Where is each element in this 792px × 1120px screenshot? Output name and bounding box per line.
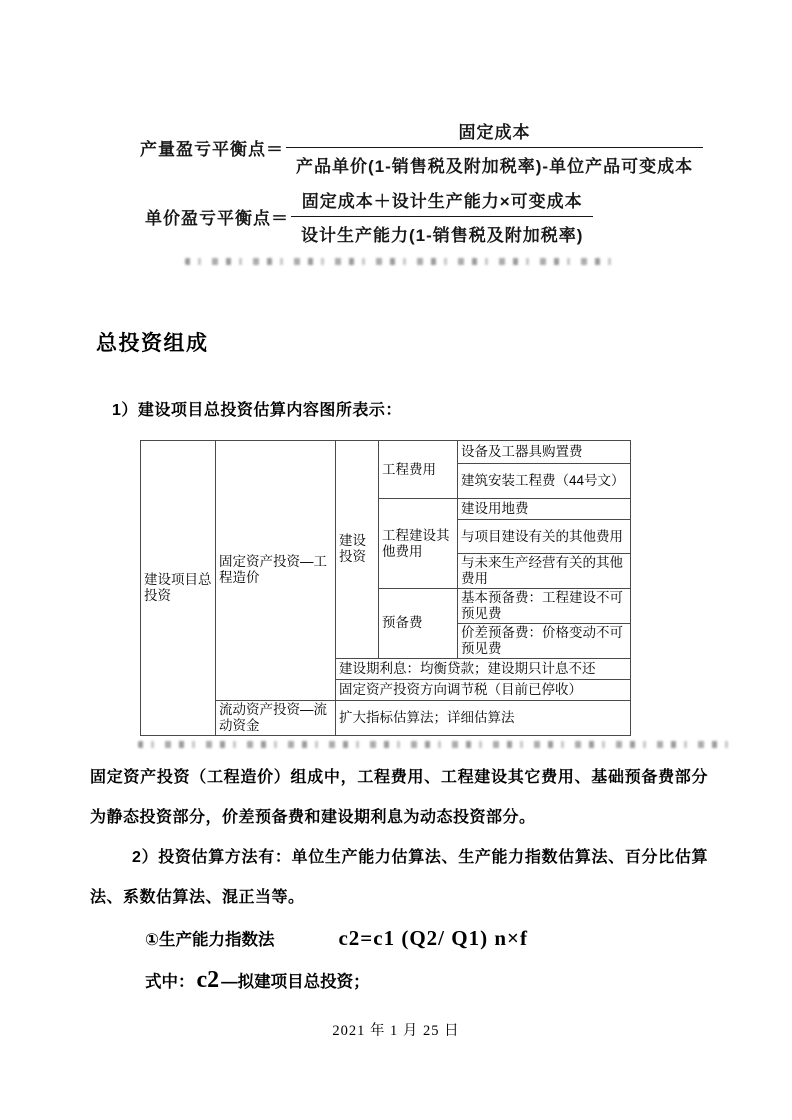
cell-detail-basic-reserve: 基本预备费：工程建设不可预见费 — [458, 589, 631, 624]
cell-adjustment-tax: 固定资产投资方向调节税（目前已停收） — [336, 679, 631, 700]
fraction-denominator: 设计生产能力(1-销售税及附加税率) — [291, 216, 593, 246]
fraction-numerator: 固定成本 — [458, 123, 531, 142]
footer-date: 2021 年 1 月 25 日 — [332, 1023, 460, 1039]
cell-current-asset-investment: 流动资产投资—流动资金 — [216, 700, 336, 735]
cell-fixed-asset-investment: 固定资产投资—工程造价 — [216, 441, 336, 701]
breakeven-quantity-formula — [140, 118, 708, 177]
where-description: —拟建项目总投资； — [221, 973, 370, 992]
cell-construction-interest: 建设期利息：均衡贷款；建设期只计息不还 — [336, 658, 631, 679]
cell-construction-investment: 建设投资 — [336, 441, 379, 659]
breakeven-price-formula — [145, 187, 708, 246]
cell-engineering-fee: 工程费用 — [379, 441, 458, 499]
cell-detail-equipment: 设备及工器具购置费 — [458, 441, 631, 464]
fraction — [286, 118, 703, 177]
scan-artifact — [185, 258, 617, 265]
investment-composition-table — [140, 440, 631, 736]
cell-detail-project-related: 与项目建设有关的其他费用 — [458, 520, 631, 554]
scan-artifact — [138, 741, 730, 748]
cell-detail-land: 建设用地费 — [458, 499, 631, 520]
paragraph-estimation-methods: 2）投资估算方法有：单位生产能力估算法、生产能力指数估算法、百分比估算法、系数估算法、混正当等。 — [90, 848, 708, 906]
list-item-1: 1）建设项目总投资估算内容图所表示： — [112, 402, 402, 419]
cell-detail-price-diff-reserve: 价差预备费：价格变动不可预见费 — [458, 623, 631, 658]
capacity-index-method-line — [145, 926, 708, 951]
cell-estimation-methods: 扩大指标估算法；详细估算法 — [336, 700, 631, 735]
cell-detail-future-operation: 与未来生产经营有关的其他费用 — [458, 554, 631, 589]
fraction-numerator: 固定成本＋设计生产能力×可变成本 — [301, 192, 583, 211]
capacity-index-formula: c2=c1 (Q2/ Q1) n×f — [338, 925, 528, 950]
paragraph-static-investment: 固定资产投资（工程造价）组成中，工程费用、工程建设其它费用、基础预备费部分为静态投资部分，价差预备费和建设期利息为动态投资部分。 — [90, 768, 708, 826]
formula-label: 单价盈亏平衡点＝ — [145, 209, 289, 228]
cell-project-total-investment: 建设项目总投资 — [141, 441, 216, 736]
cell-detail-installation: 建筑安装工程费（44号文） — [458, 464, 631, 499]
where-variable: c2 — [196, 966, 220, 993]
where-prefix: 式中： — [145, 973, 195, 992]
cell-reserve-fee: 预备费 — [379, 589, 458, 659]
fraction — [291, 187, 593, 246]
formula-label: 产量盈亏平衡点＝ — [140, 140, 284, 159]
where-clause — [145, 967, 708, 994]
capacity-index-method-label: ①生产能力指数法 — [145, 931, 275, 950]
section-heading: 总投资组成 — [96, 332, 209, 355]
cell-other-construction-fee: 工程建设其他费用 — [379, 499, 458, 589]
fraction-denominator: 产品单价(1-销售税及附加税率)-单位产品可变成本 — [286, 147, 703, 177]
